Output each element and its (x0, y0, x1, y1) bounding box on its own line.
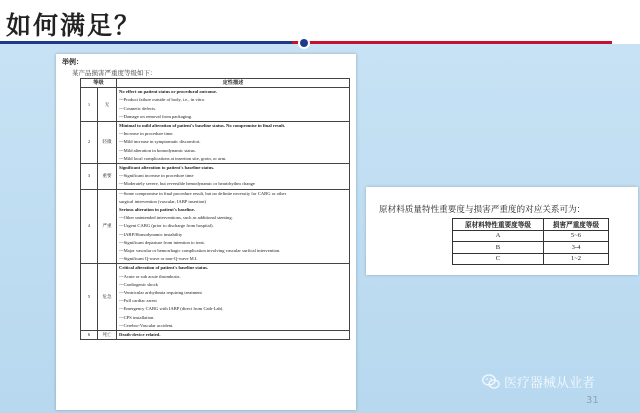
severity-description (117, 331, 350, 340)
mapping-header-severity: 损害严重度等级 (544, 219, 609, 231)
mapping-cell: B (453, 242, 544, 254)
description-line: ---Ventricular arrhythmia requiring treatment (119, 290, 202, 296)
severity-level: 严重 (98, 189, 117, 264)
severity-table (80, 78, 350, 340)
description-line: No effect on patient status or procedural outcome. (119, 89, 218, 95)
mapping-cell: C (453, 253, 544, 265)
description-line: Critical alteration of patient's baseline status. (119, 265, 209, 271)
mapping-title: 原材料质量特性重要度与损害严重度的对应关系可为： (379, 204, 586, 214)
description-line: ---IABP/Homodynamic instability (119, 231, 183, 237)
header-rule-dot (298, 37, 310, 49)
description-line: ---Cosmetic defects. (119, 105, 157, 111)
header-rule-navy (0, 41, 292, 44)
document-label: 举例： (62, 58, 83, 66)
table-row (81, 122, 350, 164)
table-row (453, 230, 609, 242)
description-line: ---Urgent CABG (prior to discharge from hospital). (119, 223, 214, 229)
severity-description (117, 264, 350, 331)
description-line: Serious alteration in patient's baseline. (119, 207, 195, 213)
severity-number: 5 (81, 264, 98, 331)
description-line: ---Mild alteration in homodynamic status. (119, 147, 196, 153)
watermark (482, 372, 595, 391)
table-row (453, 242, 609, 254)
description-line: ---Mild increase in symptomatic discomfort. (119, 139, 201, 145)
description-line: Death-device related. (119, 332, 161, 338)
header-description: 定性描述 (117, 79, 350, 88)
description-line: ---Significant Q-wave or non-Q-wave M.I. (119, 256, 198, 262)
table-row (81, 264, 350, 331)
document-subtitle: 某产品损害严重度等级如下： (72, 70, 157, 77)
description-line: ---Significant increase in procedure time (119, 173, 194, 179)
table-row (81, 189, 350, 264)
mapping-cell: 5~6 (544, 230, 609, 242)
description-line: ---CPS installation. (119, 314, 155, 320)
mapping-cell: A (453, 230, 544, 242)
severity-number: 2 (81, 122, 98, 164)
description-line: ---Mild local complications at insertion site, groin, or arm. (119, 155, 227, 161)
description-line: ---Acute or sub acute thrombosis. (119, 273, 181, 279)
watermark-text: 医疗器械从业者 (504, 376, 596, 391)
description-line: ---Other unintended interventions, such as additional stenting. (119, 215, 233, 221)
severity-level: 无 (98, 88, 117, 122)
severity-number: 6 (81, 331, 98, 340)
severity-level: 死亡 (98, 331, 117, 340)
description-line: surgical intervention (vascular, IABP insertion) (119, 198, 206, 204)
description-line: Significant alteration to patient's baseline status. (119, 165, 215, 171)
severity-description (117, 122, 350, 164)
severity-level: 轻微 (98, 122, 117, 164)
table-row (81, 88, 350, 122)
description-line: ---Significant departure from intention to treat. (119, 239, 205, 245)
page-number: 31 (586, 395, 599, 406)
severity-table-header (81, 79, 350, 88)
description-line: ---Moderately severe, but reversible hemodynamic or heartrhythm change (119, 181, 255, 187)
mapping-cell: 3-4 (544, 242, 609, 254)
description-line: ---Full cardiac arrest (119, 298, 157, 304)
severity-level: 重要 (98, 164, 117, 190)
severity-number: 1 (81, 88, 98, 122)
header-level: 等级 (81, 79, 117, 88)
severity-number: 3 (81, 164, 98, 190)
severity-table-body (81, 88, 350, 340)
description-line: ---Product failure outside of body, i.e., in vitro. (119, 97, 206, 103)
slide-header (0, 0, 640, 44)
wechat-icon (482, 374, 500, 390)
severity-document (56, 54, 356, 410)
mapping-table-header (453, 219, 609, 231)
mapping-table (452, 218, 609, 265)
slide-title: 如何满足？ (6, 11, 142, 40)
mapping-header-material: 原材料特性重要度等级 (453, 219, 544, 231)
description-line: ---Damage on removal from packaging. (119, 113, 193, 119)
table-row (453, 253, 609, 265)
description-line: Minimal to mild alteration of patient's baseline status. No compromise in final result. (119, 123, 286, 129)
mapping-card (366, 187, 638, 275)
description-line: ---Increase in procedure time. (119, 131, 174, 137)
severity-description (117, 164, 350, 190)
mapping-cell: 1~2 (544, 253, 609, 265)
description-line: ---Some compromise in final procedure result, but no definite necessity for CABG or other (119, 190, 287, 196)
severity-number: 4 (81, 189, 98, 264)
table-row (81, 331, 350, 340)
table-row (81, 164, 350, 190)
description-line: ---Cardiogenic shock (119, 281, 158, 287)
description-line: ---Major vascular or hemorrhagic complication involving vascular surfical intervention. (119, 248, 281, 254)
severity-description (117, 88, 350, 122)
description-line: ---Emergency CABG with IABP (direct from Cath-Lab). (119, 306, 224, 312)
header-rule-red (292, 41, 612, 44)
severity-level: 危急 (98, 264, 117, 331)
severity-description (117, 189, 350, 264)
description-line: ---Cerebro-Vascular accident. (119, 322, 174, 328)
